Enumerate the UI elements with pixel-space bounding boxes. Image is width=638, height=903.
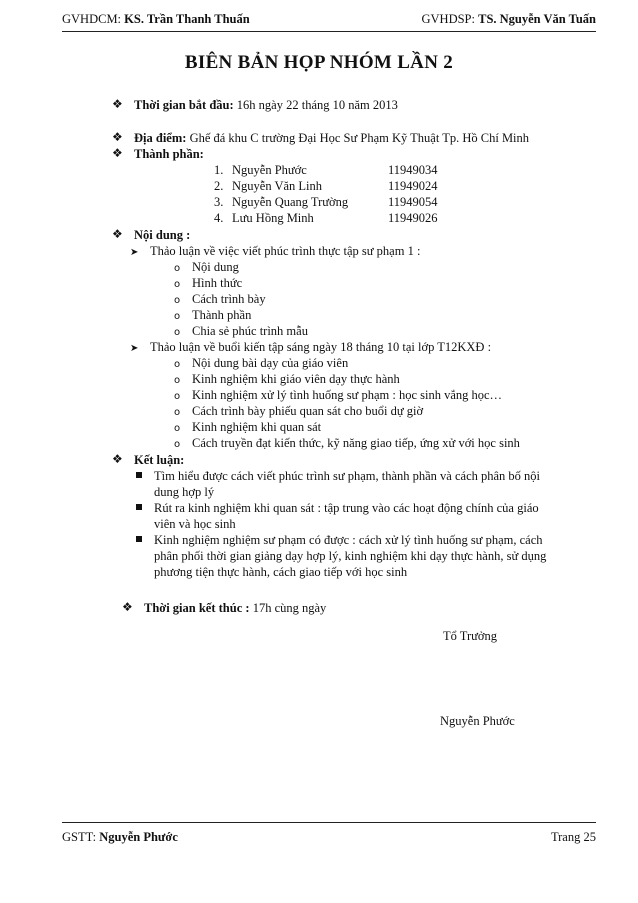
signature-role: Tổ Trưởng — [443, 629, 498, 643]
member-name: Nguyễn Phước — [232, 163, 307, 177]
list-item — [174, 419, 321, 435]
list-item — [174, 371, 400, 387]
list-item — [174, 387, 502, 403]
topic1-row — [130, 243, 420, 259]
list-item-text: Kinh nghiệm khi quan sát — [192, 420, 322, 434]
footer-left-name: Nguyễn Phước — [99, 830, 178, 844]
circle-bullet-icon: o — [174, 391, 181, 402]
circle-bullet-icon: o — [174, 439, 181, 450]
start-time-label: Thời gian bắt đầu: — [134, 98, 234, 112]
page-header — [62, 12, 596, 30]
list-item-text: Nội dung bài dạy của giáo viên — [192, 356, 349, 370]
square-bullet-icon — [136, 536, 142, 542]
member-number: 4. — [214, 211, 224, 225]
list-item-text: Kinh nghiệm xử lý tình huống sư phạm : học sinh vắng học… — [192, 388, 503, 402]
square-bullet-icon — [136, 504, 142, 510]
list-item-text: Chia sẻ phúc trình mẫu — [192, 324, 308, 338]
list-item-text: Cách truyền đạt kiến thức, kỹ năng giao tiếp, ứng xử với học sinh — [192, 436, 520, 450]
footer-left-label: GSTT: — [62, 830, 97, 844]
circle-bullet-icon: o — [174, 311, 181, 322]
member-row — [214, 178, 438, 194]
member-row — [214, 194, 438, 210]
conclusion-text: Rút ra kinh nghiệm khi quan sát : tập trung vào các hoạt động chính của giáo — [154, 501, 539, 515]
footer-right — [551, 830, 596, 845]
header-left — [62, 12, 250, 27]
circle-bullet-icon: o — [174, 263, 181, 274]
conclusion-text: Kinh nghiệm nghiệm sư phạm có được : cách xử lý tình huống sư phạm, cách — [154, 533, 543, 547]
conclusion-continuation: phương tiện thực hành, cách giao tiếp với học sinh — [154, 565, 408, 579]
place-label: Địa điểm: — [134, 131, 187, 145]
footer-left — [62, 830, 178, 845]
arrow-bullet-icon: ➤ — [130, 247, 139, 258]
list-item — [174, 259, 239, 275]
member-number: 1. — [214, 163, 224, 177]
conclusion-item — [136, 468, 540, 484]
members-label: Thành phần: — [134, 147, 204, 161]
list-item — [174, 403, 423, 419]
circle-bullet-icon: o — [174, 359, 181, 370]
member-name: Lưu Hồng Minh — [232, 211, 314, 225]
conclusion-item — [136, 532, 543, 548]
diamond-bullet-icon — [112, 98, 124, 110]
header-right-name: TS. Nguyễn Văn Tuấn — [478, 12, 596, 26]
member-id: 11949034 — [388, 163, 438, 177]
square-bullet-icon — [136, 472, 142, 478]
list-item-text: Kinh nghiệm khi giáo viên dạy thực hành — [192, 372, 400, 386]
list-item-text: Cách trình bày phiếu quan sát cho buổi dự giờ — [192, 404, 424, 418]
list-item — [174, 291, 266, 307]
arrow-bullet-icon: ➤ — [130, 343, 139, 354]
conclusion-item — [136, 500, 539, 516]
list-item-text: Thành phần — [192, 308, 252, 322]
footer-page-number: 25 — [583, 830, 596, 844]
header-right — [421, 12, 596, 27]
conclusion-continuation: dung hợp lý — [154, 485, 215, 499]
member-row — [214, 210, 438, 226]
topic2-text: Thảo luận về buổi kiến tập sáng ngày 18 tháng 10 tại lớp T12KXĐ : — [150, 340, 492, 354]
end-time-label: Thời gian kết thúc : — [144, 601, 250, 615]
circle-bullet-icon: o — [174, 279, 181, 290]
topic1-text: Thảo luận về việc viết phúc trình thực tập sư phạm 1 : — [150, 244, 421, 258]
start-time-row — [112, 97, 398, 113]
member-name: Nguyễn Văn Linh — [232, 179, 323, 193]
topic2-row — [130, 339, 491, 355]
place-row — [112, 130, 529, 146]
list-item — [174, 323, 308, 339]
circle-bullet-icon: o — [174, 327, 181, 338]
diamond-bullet-icon — [112, 131, 124, 143]
members-heading — [112, 146, 204, 162]
list-item — [174, 435, 520, 451]
circle-bullet-icon: o — [174, 295, 181, 306]
conclusion-text: Tìm hiểu được cách viết phúc trình sư phạm, thành phần và cách phân bố nội — [154, 469, 541, 483]
member-number: 2. — [214, 179, 224, 193]
start-time-value: 16h ngày 22 tháng 10 năm 2013 — [236, 98, 398, 112]
circle-bullet-icon: o — [174, 407, 181, 418]
member-id: 11949024 — [388, 179, 438, 193]
list-item-text: Cách trình bày — [192, 292, 266, 306]
circle-bullet-icon: o — [174, 423, 181, 434]
conclusion-continuation: viên và học sinh — [154, 517, 236, 531]
conclusion-heading — [112, 452, 184, 468]
member-number: 3. — [214, 195, 224, 209]
conclusion-label: Kết luận: — [134, 453, 185, 467]
diamond-bullet-icon — [112, 147, 124, 159]
diamond-bullet-icon — [112, 228, 124, 240]
signature-name: Nguyễn Phước — [440, 714, 515, 728]
list-item — [174, 355, 348, 371]
page-footer — [62, 830, 596, 848]
document-title: BIÊN BẢN HỌP NHÓM LẦN 2 — [184, 52, 454, 73]
conclusion-continuation: phân phối thời gian giảng dạy hợp lý, kinh nghiệm khi dạy thực hành, sử dụng — [154, 549, 547, 563]
end-time-row — [122, 600, 326, 616]
end-time-value: 17h cùng ngày — [252, 601, 327, 615]
header-left-name: KS. Trần Thanh Thuấn — [124, 12, 250, 26]
footer-page-label: Trang — [550, 830, 581, 844]
list-item-text: Hình thức — [192, 276, 243, 290]
content-heading — [112, 227, 190, 243]
member-name: Nguyễn Quang Trường — [232, 195, 349, 209]
member-id: 11949026 — [388, 211, 438, 225]
content-label: Nội dung : — [134, 228, 191, 242]
header-left-label: GVHDCM: — [62, 12, 122, 26]
member-row — [214, 162, 438, 178]
diamond-bullet-icon — [112, 453, 124, 465]
header-divider — [62, 31, 596, 32]
header-right-label: GVHDSP: — [421, 12, 475, 26]
list-item — [174, 275, 242, 291]
footer-divider — [62, 822, 596, 823]
diamond-bullet-icon — [122, 601, 134, 613]
place-value: Ghế đá khu C trường Đại Học Sư Phạm Kỹ Thuật Tp. Hồ Chí Minh — [189, 131, 530, 145]
member-id: 11949054 — [388, 195, 438, 209]
circle-bullet-icon: o — [174, 375, 181, 386]
list-item-text: Nội dung — [192, 260, 239, 274]
list-item — [174, 307, 251, 323]
